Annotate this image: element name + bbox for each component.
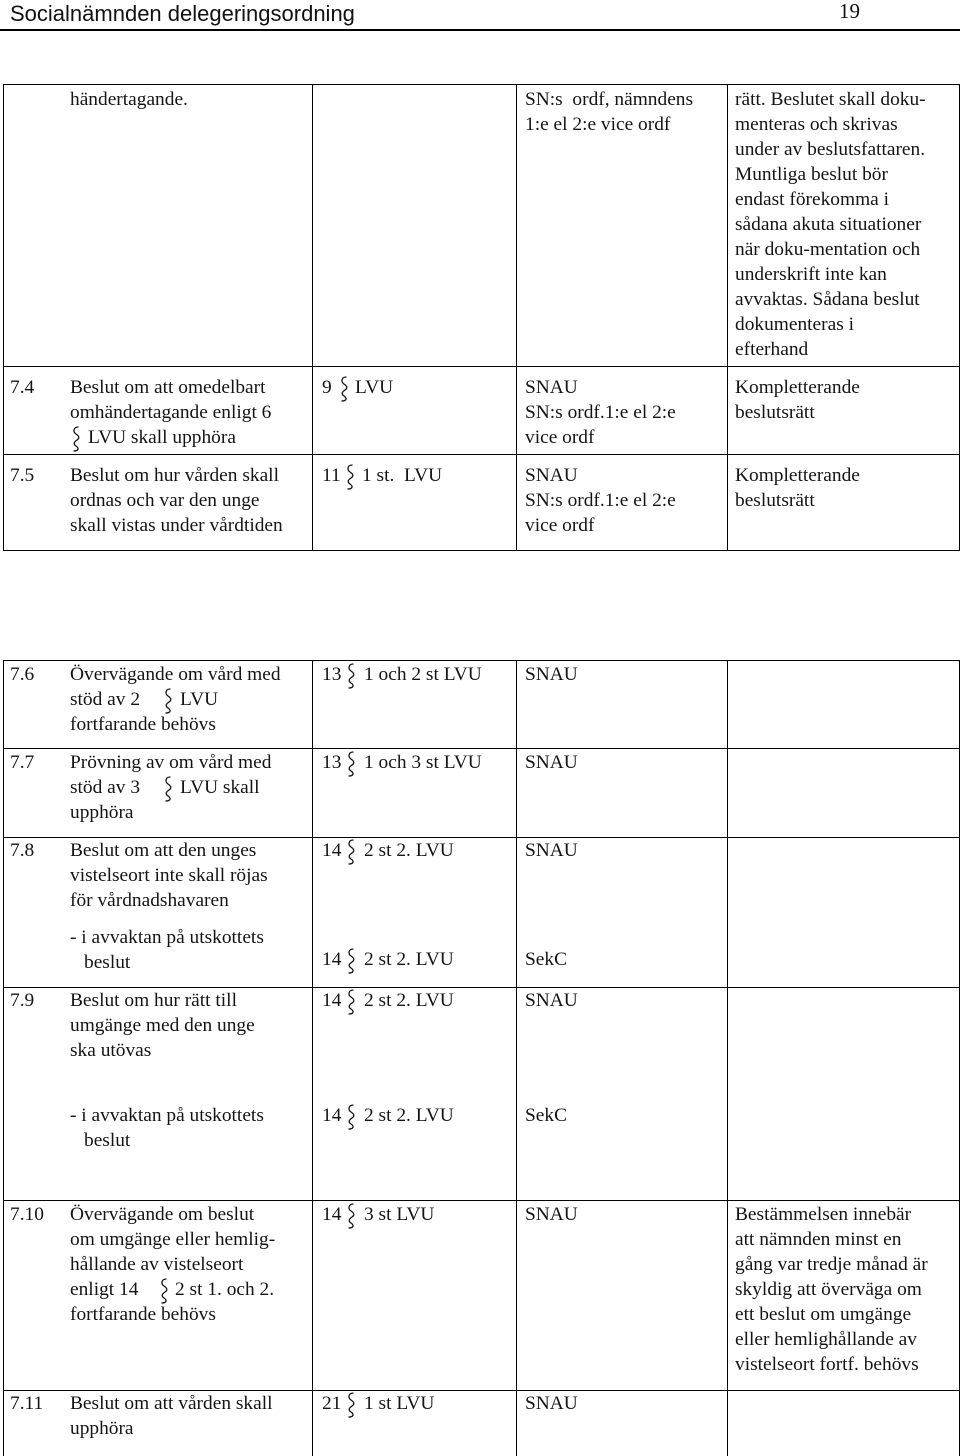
note-line: Kompletterande [735, 377, 860, 398]
section-sign-icon [345, 1392, 357, 1418]
note-line: beslutsrätt [735, 402, 815, 423]
cont-note-line: Muntliga beslut bör [735, 164, 888, 185]
law-ref-text: 1 st. LVU [362, 465, 443, 486]
section-sign-icon [338, 376, 350, 402]
note-line: skyldig att överväga om [735, 1279, 922, 1300]
row-number: 7.5 [10, 465, 35, 486]
row-desc-line: umgänge med den unge [70, 1015, 255, 1036]
row-desc-line: stöd av 2 [70, 689, 141, 710]
row-desc-line: Beslut om att vården skall [70, 1393, 273, 1414]
law-ref-text: 2 st 2. LVU [364, 949, 454, 970]
row-desc-line: ska utövas [70, 1040, 152, 1061]
row-desc-line: ordnas och var den unge [70, 490, 260, 511]
row-number: 7.7 [10, 752, 35, 773]
delegate-line: SN:s ordf.1:e el 2:e [525, 490, 676, 511]
section-sign-icon [345, 839, 357, 865]
section-sign-icon [158, 1278, 170, 1304]
row-desc-line: Övervägande om vård med [70, 664, 281, 685]
law-ref-number: 14 [322, 1204, 342, 1225]
row-desc-line: - i avvaktan på utskottets [70, 1105, 264, 1126]
cont-desc: händertagande. [70, 89, 188, 110]
row-number: 7.9 [10, 990, 35, 1011]
table2-col-line-1 [312, 660, 313, 1456]
law-ref-text: 2 st 2. LVU [364, 1105, 454, 1126]
delegate: SNAU [525, 752, 578, 773]
law-ref-text: 2 st 2. LVU [364, 840, 454, 861]
note-line: vistelseort fortf. behövs [735, 1354, 919, 1375]
law-ref-text: 3 st LVU [364, 1204, 435, 1225]
cont-note-line: endast förekomma i [735, 189, 889, 210]
row-desc-line: om umgänge eller hemlig- [70, 1229, 276, 1250]
row-desc-line: upphöra [70, 1418, 134, 1439]
row-desc-line: Övervägande om beslut [70, 1204, 255, 1225]
section-sign-icon [70, 426, 82, 452]
row-desc-line: 2 st 1. och 2. [175, 1279, 275, 1300]
cont-delegate-line-1: SN:s ordf, nämndens [525, 89, 694, 110]
section-sign-icon [345, 948, 357, 974]
page-number: 19 [839, 0, 860, 23]
law-ref-text: 2 st 2. LVU [364, 990, 454, 1011]
delegate: SNAU [525, 840, 578, 861]
delegate: SNAU [525, 664, 578, 685]
cont-note-line: avvaktas. Sådana beslut [735, 289, 920, 310]
section-sign-icon [345, 1203, 357, 1229]
row-desc-line: Beslut om hur rätt till [70, 990, 237, 1011]
row-desc-line: skall vistas under vårdtiden [70, 515, 283, 536]
table2-col-line-2 [516, 660, 517, 1456]
row-desc-line: LVU skall [180, 777, 260, 798]
table2-row-sep [3, 748, 960, 749]
cont-note-line: underskrift inte kan [735, 264, 887, 285]
section-sign-icon [345, 751, 357, 777]
section-sign-icon [162, 688, 174, 714]
row-desc-line: beslut [84, 952, 131, 973]
row-desc-line: Beslut om att den unges [70, 840, 257, 861]
row-desc-line: fortfarande behövs [70, 714, 216, 735]
law-ref-number: 13 [322, 752, 342, 773]
cont-delegate-line-2: 1:e el 2:e vice ordf [525, 114, 671, 135]
row-desc-line: beslut [84, 1130, 131, 1151]
row-desc-line: vistelseort inte skall röjas [70, 865, 268, 886]
law-ref-number: 14 [322, 990, 342, 1011]
row-desc-line: Beslut om att omedelbart [70, 377, 266, 398]
page-header [0, 0, 960, 30]
row-desc-line: Prövning av om vård med [70, 752, 272, 773]
row-number: 7.11 [10, 1393, 44, 1414]
row-number: 7.8 [10, 840, 35, 861]
note-line: eller hemlighållande av [735, 1329, 917, 1350]
law-ref-number: 13 [322, 664, 342, 685]
row-desc-line: Beslut om hur vården skall [70, 465, 279, 486]
row-desc-line: hållande av vistelseort [70, 1254, 244, 1275]
section-sign-icon [162, 776, 174, 802]
section-sign-icon [345, 1104, 357, 1130]
header-rule [0, 29, 960, 31]
row-desc-line: upphöra [70, 802, 134, 823]
law-ref-number: 21 [322, 1393, 342, 1414]
delegate: SNAU [525, 1393, 578, 1414]
table1-col-line-2 [516, 84, 517, 551]
delegate-line: SN:s ordf.1:e el 2:e [525, 402, 676, 423]
note-line: Kompletterande [735, 465, 860, 486]
cont-note-line: efterhand [735, 339, 809, 360]
note-line: Bestämmelsen innebär [735, 1204, 912, 1225]
law-ref-text: 1 och 3 st LVU [364, 752, 482, 773]
section-sign-icon [345, 989, 357, 1015]
section-sign-icon [345, 663, 357, 689]
cont-note-line: under av beslutsfattaren. [735, 139, 926, 160]
table1-col-line-1 [312, 84, 313, 551]
law-ref-text: LVU [355, 377, 394, 398]
row-desc-line: - i avvaktan på utskottets [70, 927, 264, 948]
note-line: ett beslut om umgänge [735, 1304, 912, 1325]
note-line: beslutsrätt [735, 490, 815, 511]
cont-note-line: dokumenteras i [735, 314, 855, 335]
law-ref-text: 1 och 2 st LVU [364, 664, 482, 685]
law-ref-text: 1 st LVU [364, 1393, 435, 1414]
law-ref-number: 9 [322, 377, 332, 398]
row-desc-line: enligt 14 [70, 1279, 139, 1300]
row-desc-line: omhändertagande enligt 6 [70, 402, 272, 423]
row-desc-line: LVU [180, 689, 219, 710]
row-desc-line: stöd av 3 [70, 777, 141, 798]
delegate: SekC [525, 949, 568, 970]
row-desc-line: fortfarande behövs [70, 1304, 216, 1325]
note-line: gång var tredje månad är [735, 1254, 928, 1275]
delegate-line: SNAU [525, 465, 578, 486]
delegate-line: vice ordf [525, 427, 595, 448]
table2-col-line-3 [727, 660, 728, 1456]
cont-note-line: rätt. Beslutet skall doku- [735, 89, 926, 110]
delegate-line: vice ordf [525, 515, 595, 536]
table1-col-line-3 [727, 84, 728, 551]
table2-row-sep [3, 1200, 960, 1201]
row-desc-line: LVU skall upphöra [88, 427, 236, 448]
document-title: Socialnämnden delegeringsordning [10, 1, 355, 26]
cont-note-line: menteras och skrivas [735, 114, 898, 135]
cont-note-line: sådana akuta situationer [735, 214, 922, 235]
delegate: SekC [525, 1105, 568, 1126]
row-desc-line: för vårdnadshavaren [70, 890, 229, 911]
section-sign-icon [344, 464, 356, 490]
law-ref-number: 14 [322, 1105, 342, 1126]
delegate: SNAU [525, 1204, 578, 1225]
cont-note-line: när doku-mentation och [735, 239, 921, 260]
row-number: 7.4 [10, 377, 35, 398]
delegate: SNAU [525, 990, 578, 1011]
delegate-line: SNAU [525, 377, 578, 398]
row-number: 7.6 [10, 664, 35, 685]
row-number: 7.10 [10, 1204, 44, 1225]
law-ref-number: 14 [322, 840, 342, 861]
note-line: att nämnden minst en [735, 1229, 902, 1250]
law-ref-number: 14 [322, 949, 342, 970]
law-ref-number: 11 [322, 465, 341, 486]
